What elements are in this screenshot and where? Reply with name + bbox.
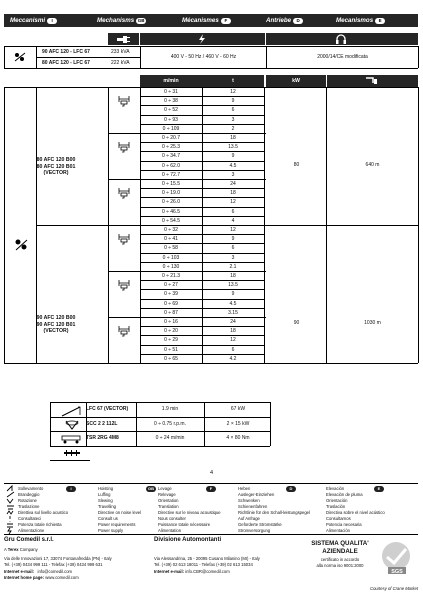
lightning-icon-header — [140, 33, 265, 45]
group1-load-8: 9 — [231, 153, 235, 160]
group1-load-3: 6 — [231, 107, 235, 114]
group2-speed-4: 0 ÷ 103 — [162, 254, 180, 261]
legend-gb-1: Hoisting — [98, 485, 114, 491]
quality-title: SISTEMA QUALITA' — [311, 540, 369, 547]
legend-e-5: Directiva sobre el nivel acústico — [326, 509, 385, 515]
division-email: Internet e-mail: info.CBR@comedil.com — [154, 569, 230, 574]
group2-load-5: 2.1 — [229, 263, 237, 270]
drive-power-3: 4 × 80 Nm — [226, 435, 250, 441]
legend-d-1: Heben — [238, 485, 251, 491]
power-model-1: 90 AFC 120 - LFC 67 — [42, 49, 90, 55]
division-name: Divisione Automontanti — [154, 537, 222, 543]
quality-note-2: alla norma iso 9001:2000 — [316, 563, 364, 568]
legend-i-8: Alimentazione — [18, 527, 45, 533]
legend-e-1: Elevación — [326, 485, 345, 491]
sgs-label: SGS — [391, 569, 403, 575]
drive-value-3: 0 ÷ 24 m/min — [155, 435, 185, 441]
group2-speed-15: 0 ÷ 65 — [164, 355, 178, 362]
legend-e-2: Elevación de pluma — [326, 491, 363, 497]
power-supply-value: 400 V - 50 Hz / 460 V - 60 Hz — [170, 54, 237, 60]
legend-f-2: Relevage — [158, 491, 176, 497]
power-kva-2: 222 kVA — [111, 60, 130, 66]
kw-col-header: kW — [266, 75, 326, 87]
legend-e-6: Consultarnos — [326, 515, 351, 521]
legend-d-5: Richtlinie für den Schall-leistungspegel — [238, 509, 310, 515]
group1-speed-11: 0 ÷ 15.5 — [161, 181, 181, 187]
group2-speed-13: 0 ÷ 29 — [164, 337, 178, 344]
hook-height-icon — [366, 77, 378, 85]
group1-speed-13: 0 ÷ 26.0 — [161, 199, 181, 206]
group2-load-7: 13.5 — [228, 282, 238, 289]
courtesy-note: Courtesy of Crane Market — [370, 586, 418, 591]
group1-load-14: 6 — [231, 208, 235, 215]
group1-load-11: 24 — [230, 181, 236, 187]
group1-load-15: 4 — [231, 217, 235, 224]
legend-lang-badge-d: D — [286, 486, 296, 492]
rail-icon — [64, 449, 80, 457]
legend-e-3: Orientación — [326, 497, 348, 503]
group2-load-3: 6 — [231, 245, 235, 252]
legend-e-7: Potencia necesaria — [326, 521, 362, 527]
legend-d-2: Ausleger-Einziehen — [238, 491, 275, 497]
hook-reeving-icon — [117, 95, 131, 107]
group2-speed-8: 0 ÷ 39 — [164, 291, 178, 298]
legend-i-2: Brandeggio — [18, 491, 40, 497]
quality-note-1: certificato in accordo — [320, 557, 360, 562]
group1-load-7: 13.5 — [228, 144, 238, 151]
speed-col-header: m/min t — [140, 75, 264, 87]
legend-d-6: Auf Anfrage — [238, 515, 260, 521]
group2-load-10: 3.15 — [228, 309, 238, 316]
company-home: Internet home page: www.comedil.com — [4, 575, 79, 580]
hook-reeving-icon — [117, 233, 131, 245]
hoisting-mechanism-icon — [13, 237, 29, 253]
group2-load-4: 3 — [231, 254, 235, 261]
group2-speed-10: 0 ÷ 87 — [164, 309, 178, 316]
group2-speed-1: 0 ÷ 32 — [164, 227, 178, 233]
group2-load-12: 18 — [230, 328, 236, 335]
luffing-icon — [60, 405, 82, 417]
legend-gb-3: Slewing — [98, 497, 113, 503]
drive-value-1: 1.9 min — [161, 406, 179, 412]
group1-kw: 80 — [293, 162, 300, 168]
group2-load-14: 6 — [231, 346, 235, 353]
language-header-bar — [4, 14, 418, 27]
group1-speed-8: 0 ÷ 34.7 — [161, 153, 181, 160]
drive-power-1: 67 kW — [230, 406, 246, 412]
hook-reeving-icon — [117, 325, 131, 337]
lang-fr: Mécanismes F — [182, 17, 231, 24]
legend-icon-8 — [6, 527, 15, 534]
group1-speed-12: 0 ÷ 19.0 — [161, 190, 181, 197]
legend-e-4: Traslación — [326, 503, 346, 509]
group2-speed-12: 0 ÷ 20 — [164, 328, 178, 335]
legend-i-3: Rotazione — [18, 497, 37, 503]
group2-kw: 90 — [293, 320, 300, 326]
crane-mechanism-icon — [13, 51, 27, 63]
lang-it: Meccanismi I — [10, 17, 57, 24]
lang-gb: Mechanisms GB — [97, 17, 145, 24]
group2-speed-7: 0 ÷ 27 — [164, 282, 178, 289]
hook-reeving-icon — [117, 141, 131, 153]
group1-load-1: 12 — [230, 89, 236, 95]
height-col-header — [327, 75, 418, 87]
group2-speed-6: 0 ÷ 21.3 — [161, 273, 181, 279]
company-address: Via delle Innovazioni 17, 33074 Fontanafredda (PN) - Italy — [4, 556, 112, 561]
legend-f-7: Puissance totale nécessaire — [158, 521, 211, 527]
legend-lang-badge-i: I — [66, 486, 76, 492]
legend-gb-4: Travelling — [98, 503, 116, 509]
company-name: Gru Comedil s.r.l. — [4, 537, 54, 543]
lang-de: Antriebe D — [266, 17, 303, 24]
group1-speed-7: 0 ÷ 25.3 — [161, 144, 181, 151]
group1-load-4: 3 — [231, 116, 235, 123]
group1-speed-9: 0 ÷ 62.0 — [161, 162, 181, 169]
group1-speed-15: 0 ÷ 54.5 — [161, 217, 181, 224]
group2-model: 90 AFC 120 B00 90 AFC 120 B01 (VECTOR) — [36, 315, 76, 334]
legend-e-8: Alimentación — [326, 527, 350, 533]
group2-load-8: 9 — [231, 291, 235, 298]
hook-reeving-icon — [117, 187, 131, 199]
travelling-icon — [60, 434, 82, 444]
plug-icon-header — [108, 33, 139, 45]
legend-i-7: Potenza totale richiesta — [18, 521, 62, 527]
legend-gb-7: Power requirements — [98, 521, 136, 527]
group2-speed-9: 0 ÷ 69 — [164, 300, 178, 307]
legend-lang-badge-f: F — [206, 486, 216, 492]
legend-d-7: Geforderte Stromstärke — [238, 521, 282, 527]
group1-speed-6: 0 ÷ 20.7 — [161, 135, 181, 141]
legend-d-3: Schwenken — [238, 497, 260, 503]
legend-lang-badge-e: E — [374, 486, 384, 492]
division-address: Via Alessandrina, 25 - 20095 Cusano Milanino (MI) - Italy — [154, 556, 260, 561]
legend-gb-2: Luffing — [98, 491, 111, 497]
company-email: Internet e-mail: info@comedil.com — [4, 569, 73, 574]
group1-load-6: 18 — [230, 135, 236, 141]
group1-load-5: 2 — [231, 125, 235, 132]
plug-icon — [117, 35, 131, 43]
drive-model-3: TSR 2RG 4M8 — [86, 435, 119, 441]
division-tel: Tel. (+39) 02 613 18011 - Telefax (+39) 02 613 15034 — [154, 562, 253, 567]
legend-f-1: Levage — [158, 485, 172, 491]
noise-norm-value: 2000/14/CE modificata — [317, 54, 368, 60]
legend-d-4: Schienenfahren — [238, 503, 268, 509]
home-link[interactable]: www.comedil.com — [45, 575, 79, 580]
email-link[interactable]: info@comedil.com — [37, 569, 73, 574]
group2-load-13: 12 — [230, 337, 236, 344]
noise-icon-header — [266, 33, 418, 45]
group2-height: 1030 m — [364, 320, 381, 326]
group1-speed-14: 0 ÷ 46.5 — [161, 208, 181, 215]
division-email-link[interactable]: info.CBR@comedil.com — [185, 569, 230, 574]
legend-lang-badge-gb: GB — [148, 486, 154, 491]
sgs-certification-logo — [380, 540, 412, 576]
group1-model: 80 AFC 120 B00 80 AFC 120 B01 (VECTOR) — [36, 157, 76, 176]
group2-speed-2: 0 ÷ 41 — [164, 236, 178, 243]
group1-speed-5: 0 ÷ 109 — [162, 125, 180, 132]
group1-load-10: 3 — [231, 171, 235, 178]
legend-f-5: Directive sur le niveau acoustique — [158, 509, 221, 515]
legend-gb-6: Consult us — [98, 515, 118, 521]
legend-f-6: Nous consulter — [158, 515, 186, 521]
group1-load-9: 4.5 — [229, 162, 237, 169]
group1-speed-4: 0 ÷ 93 — [164, 116, 178, 123]
legend-f-3: Orientation — [158, 497, 179, 503]
legend-i-6: Consultateci — [18, 515, 42, 521]
lang-es: Mecanismos E — [336, 17, 385, 24]
power-model-2: 80 AFC 120 - LFC 67 — [42, 60, 90, 66]
group1-load-13: 12 — [230, 199, 236, 206]
legend-i-5: Direttiva sul livello acustico — [18, 509, 69, 515]
group2-speed-14: 0 ÷ 51 — [164, 346, 178, 353]
page-number: 4 — [209, 470, 214, 476]
terex-line: A Terex Company — [4, 547, 38, 552]
group2-speed-3: 0 ÷ 58 — [164, 245, 178, 252]
legend-f-4: Translation — [158, 503, 179, 509]
group2-speed-11: 0 ÷ 16 — [164, 319, 178, 325]
group1-speed-2: 0 ÷ 38 — [164, 98, 178, 105]
drive-value-2: 0 ÷ 0.75 r.p.m. — [154, 420, 186, 427]
group2-speed-5: 0 ÷ 130 — [162, 263, 180, 270]
power-kva-1: 233 kVA — [111, 49, 130, 55]
legend-i-4: Traslazione — [18, 503, 40, 509]
quality-subtitle: AZIENDALE — [322, 548, 358, 555]
hook-reeving-icon — [117, 279, 131, 291]
legend-gb-8: Power supply — [98, 527, 124, 533]
drive-model-2: SCC 2 2 112L — [86, 420, 118, 427]
group1-height: 640 m — [365, 162, 380, 168]
group1-speed-3: 0 ÷ 52 — [164, 107, 178, 114]
group2-load-6: 18 — [230, 273, 236, 279]
legend-d-8: Stromversorgung — [238, 527, 271, 533]
group1-speed-10: 0 ÷ 72.7 — [161, 171, 181, 178]
slewing-icon — [64, 419, 80, 431]
company-tel: Tel. (+39) 0434 999 111 - Telefax (+39) 0434 999 631 — [4, 562, 103, 567]
lightning-icon — [198, 34, 206, 44]
headphones-icon — [336, 35, 346, 44]
group1-load-2: 9 — [231, 98, 235, 105]
legend-i-1: Sollevamento — [18, 485, 44, 491]
group2-load-1: 12 — [230, 227, 236, 233]
legend-f-8: Alimentation — [158, 527, 182, 533]
group1-load-12: 18 — [230, 190, 236, 197]
group1-speed-1: 0 ÷ 31 — [164, 89, 178, 95]
group2-load-9: 4.5 — [229, 300, 237, 307]
group2-load-11: 24 — [230, 319, 236, 325]
legend-gb-5: Directive on noise level — [98, 509, 142, 515]
group2-load-2: 9 — [231, 236, 235, 243]
drive-model-1: LFC 67 (VECTOR) — [86, 406, 129, 412]
group2-load-15: 4.2 — [229, 355, 237, 362]
drive-power-2: 2 × 15 kW — [226, 420, 250, 427]
